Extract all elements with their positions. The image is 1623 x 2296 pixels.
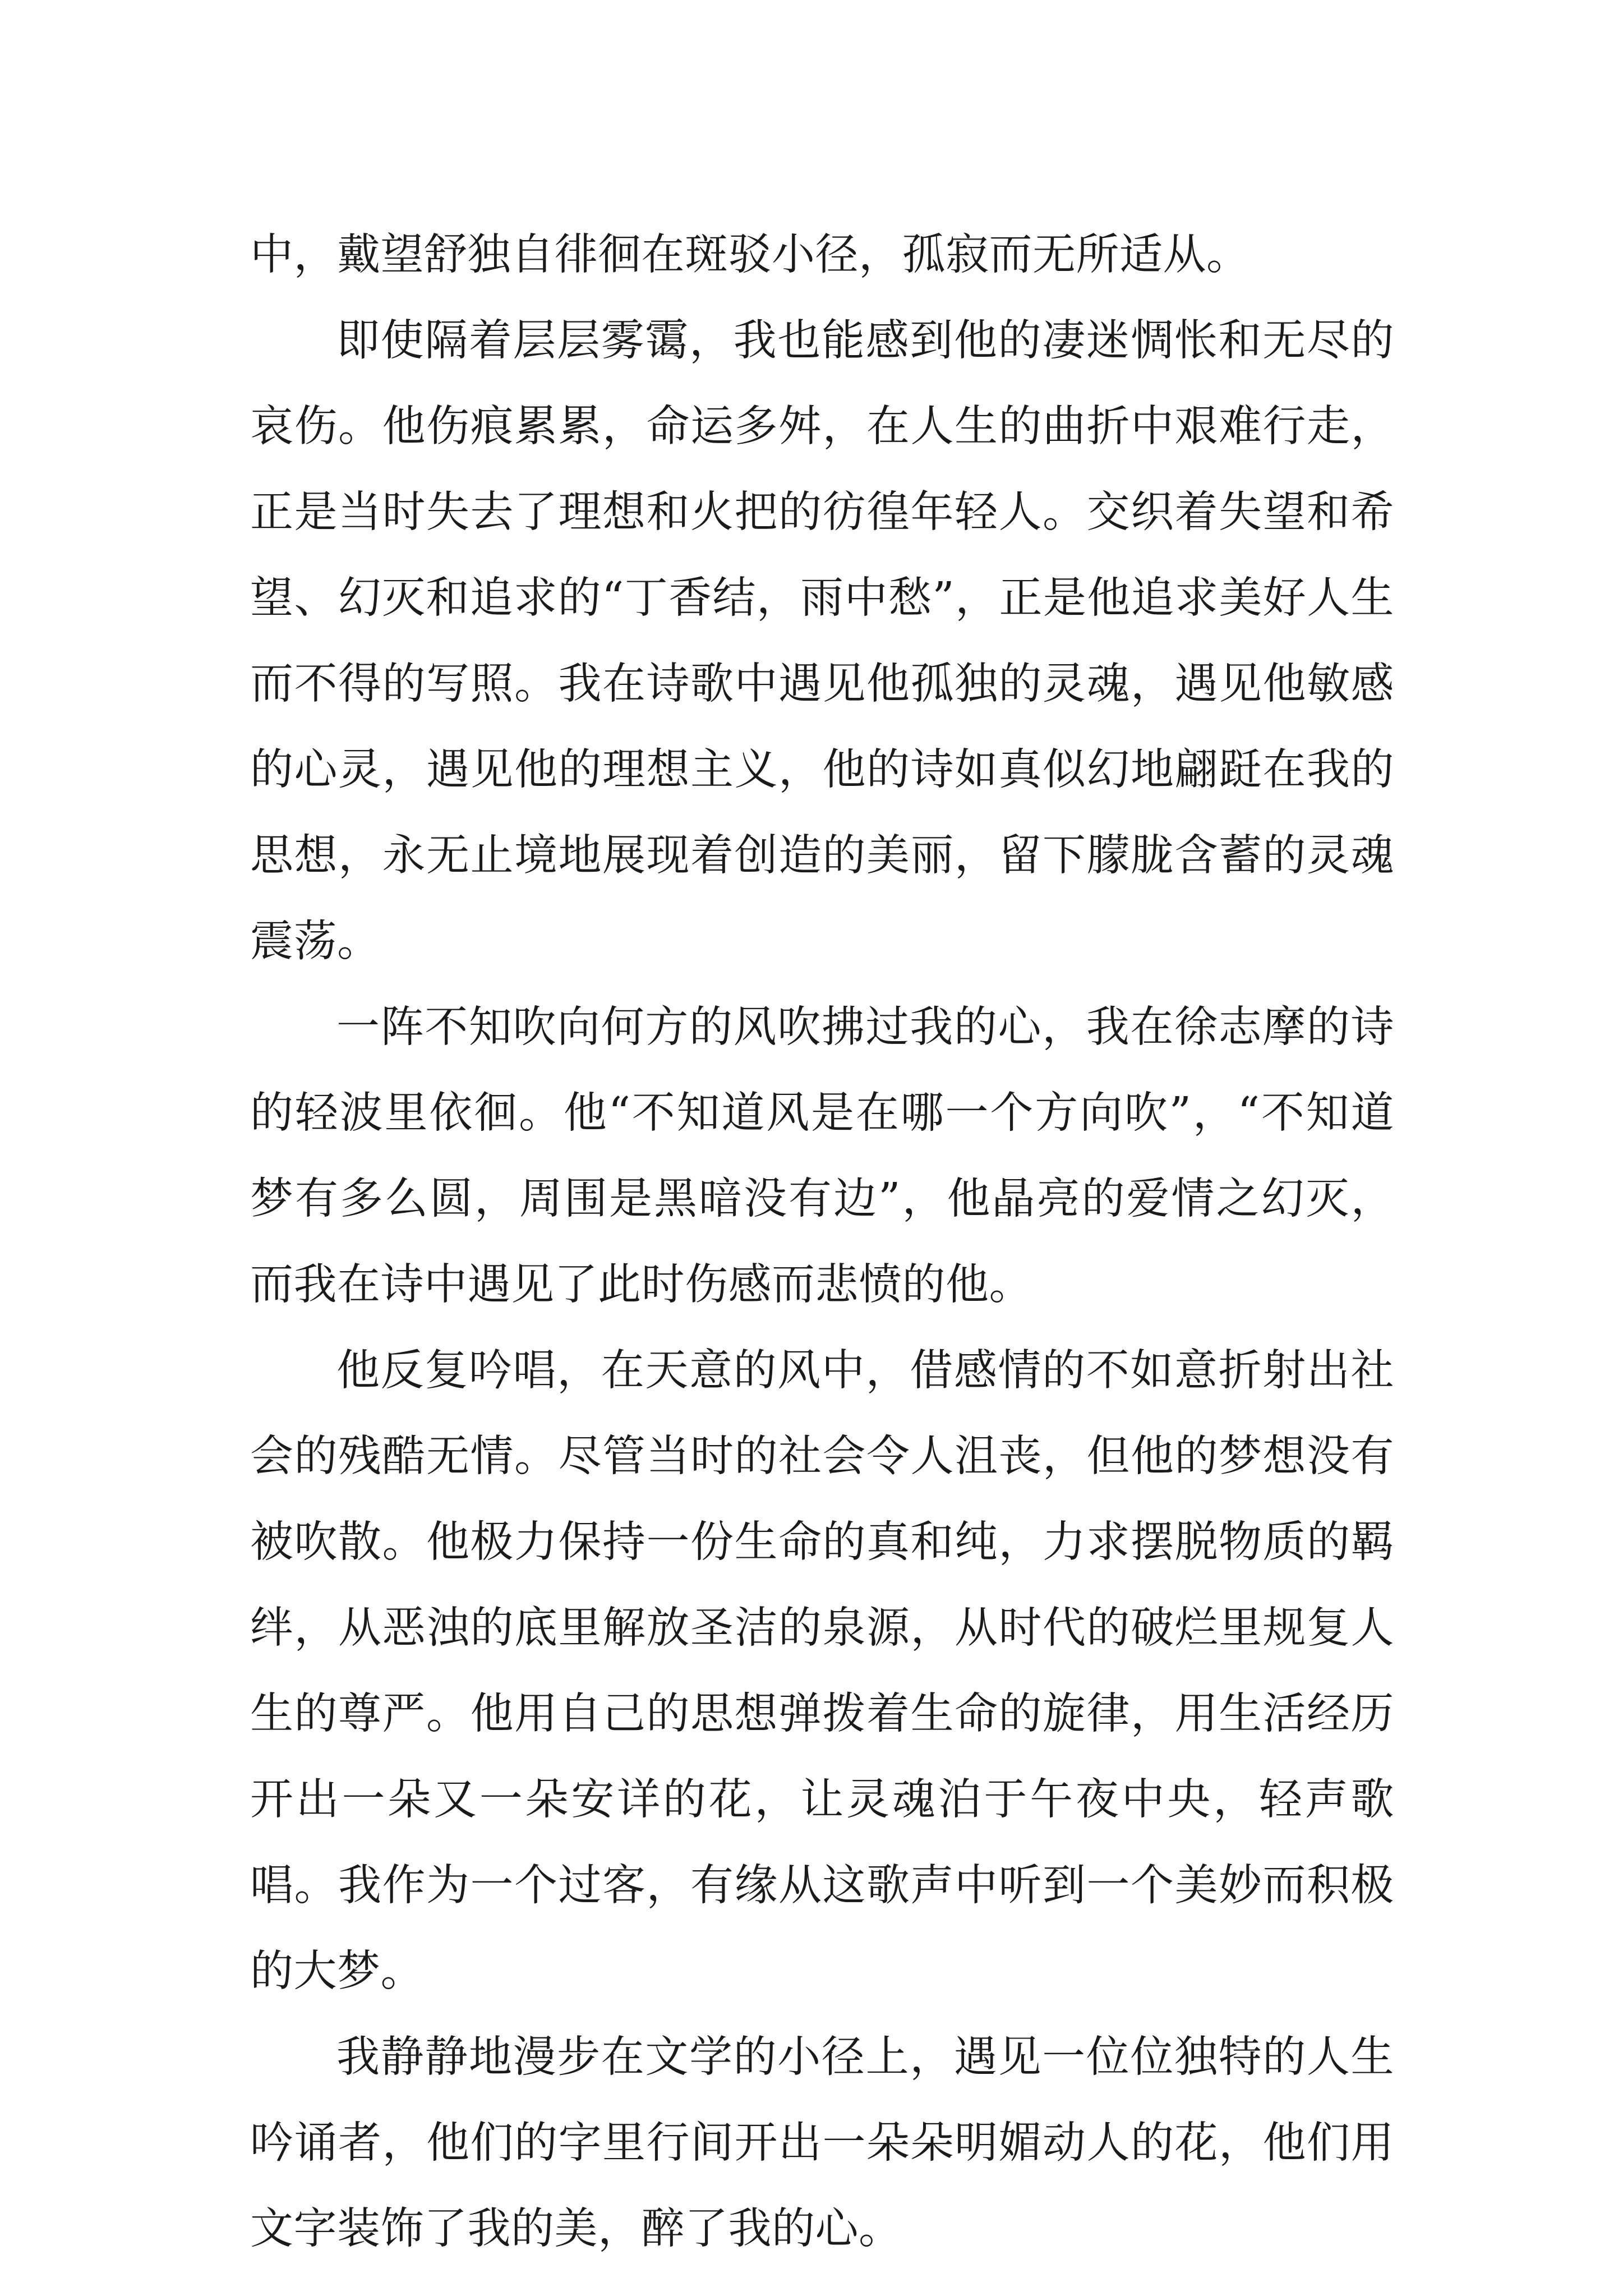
paragraph: 我静静地漫步在文学的小径上，遇见一位位独特的人生吟诵者，他们的字里行间开出一朵朵明媚动人的花，他们用文字装饰了我的美，醉了我的心。 [250,2032,1394,2254]
paragraph-continuation: 中，戴望舒独自徘徊在斑驳小径，孤寂而无所适从。 [250,230,1250,280]
body-text [250,212,1394,2272]
paragraph: 即使隔着层层雾霭，我也能感到他的凄迷惆怅和无尽的哀伤。他伤痕累累，命运多舛，在人生的曲折中艰难行走，正是当时失去了理想和火把的彷徨年轻人。交织着失望和希望、幻灭和追求的“丁香结，雨中愁”，正是他追求美好人生而不得的写照。我在诗歌中遇见他孤独的灵魂，遇见他敏感的心灵，遇见他的理想主义，他的诗如真似幻地翩跹在我的思想，永无止境地展现着创造的美丽，留下朦胧含蓄的灵魂震荡。 [250,316,1394,967]
paragraph: 一阵不知吹向何方的风吹拂过我的心，我在徐志摩的诗的轻波里依徊。他“不知道风是在哪一个方向吹”，“不知道梦有多么圆，周围是黑暗没有边”，他晶亮的爱情之幻灭，而我在诗中遇见了此时伤感而悲愤的他。 [250,1002,1394,1310]
paragraph: 他反复吟唱，在天意的风中，借感情的不如意折射出社会的残酷无情。尽管当时的社会令人沮丧，但他的梦想没有被吹散。他极力保持一份生命的真和纯，力求摆脱物质的羁绊，从恶浊的底里解放圣洁的泉源，从时代的破烂里规复人生的尊严。他用自己的思想弹拨着生命的旋律，用生活经历开出一朵又一朵安详的花，让灵魂泊于午夜中央，轻声歌唱。我作为一个过客，有缘从这歌声中听到一个美妙而积极的大梦。 [250,1346,1394,1996]
